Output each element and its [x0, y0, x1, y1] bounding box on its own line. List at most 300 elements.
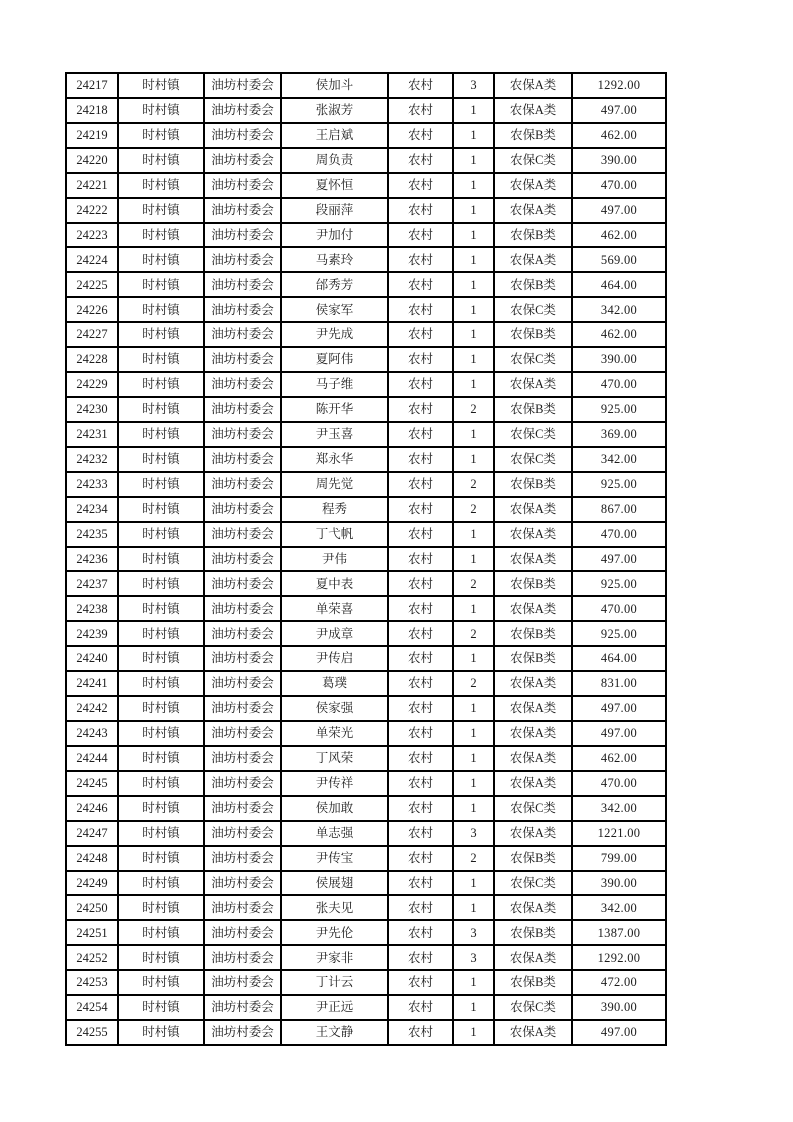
- cell-record-number: 24247: [66, 821, 118, 846]
- cell-person-count: 1: [453, 447, 494, 472]
- cell-person-name: 丁弋帆: [281, 522, 388, 547]
- cell-village-committee: 油坊村委会: [204, 173, 281, 198]
- cell-person-count: 1: [453, 895, 494, 920]
- cell-insurance-category: 农保B类: [494, 123, 572, 148]
- table-row: [66, 372, 666, 397]
- cell-insurance-category: 农保A类: [494, 198, 572, 223]
- cell-amount: 925.00: [572, 397, 666, 422]
- cell-insurance-category: 农保A类: [494, 522, 572, 547]
- cell-town: 时村镇: [118, 522, 204, 547]
- cell-person-name: 周先觉: [281, 472, 388, 497]
- table-row: [66, 970, 666, 995]
- cell-household-type: 农村: [388, 98, 453, 123]
- cell-town: 时村镇: [118, 472, 204, 497]
- cell-person-name: 侯家军: [281, 297, 388, 322]
- cell-household-type: 农村: [388, 297, 453, 322]
- cell-insurance-category: 农保B类: [494, 397, 572, 422]
- cell-person-count: 2: [453, 472, 494, 497]
- cell-person-count: 2: [453, 571, 494, 596]
- cell-insurance-category: 农保A类: [494, 945, 572, 970]
- cell-person-count: 1: [453, 646, 494, 671]
- cell-town: 时村镇: [118, 771, 204, 796]
- cell-record-number: 24229: [66, 372, 118, 397]
- cell-village-committee: 油坊村委会: [204, 472, 281, 497]
- cell-person-count: 1: [453, 347, 494, 372]
- cell-amount: 1387.00: [572, 920, 666, 945]
- cell-person-count: 2: [453, 397, 494, 422]
- cell-town: 时村镇: [118, 995, 204, 1020]
- cell-amount: 569.00: [572, 247, 666, 272]
- cell-insurance-category: 农保C类: [494, 995, 572, 1020]
- cell-person-name: 丁计云: [281, 970, 388, 995]
- cell-household-type: 农村: [388, 970, 453, 995]
- cell-insurance-category: 农保A类: [494, 821, 572, 846]
- cell-insurance-category: 农保A类: [494, 596, 572, 621]
- cell-town: 时村镇: [118, 671, 204, 696]
- cell-village-committee: 油坊村委会: [204, 247, 281, 272]
- cell-town: 时村镇: [118, 920, 204, 945]
- cell-person-name: 侯加斗: [281, 73, 388, 98]
- cell-amount: 470.00: [572, 771, 666, 796]
- cell-town: 时村镇: [118, 796, 204, 821]
- cell-person-count: 1: [453, 198, 494, 223]
- cell-person-name: 陈开华: [281, 397, 388, 422]
- cell-household-type: 农村: [388, 920, 453, 945]
- table-row: [66, 123, 666, 148]
- table-row: [66, 871, 666, 896]
- cell-person-count: 3: [453, 920, 494, 945]
- cell-insurance-category: 农保C类: [494, 422, 572, 447]
- cell-town: 时村镇: [118, 322, 204, 347]
- cell-village-committee: 油坊村委会: [204, 547, 281, 572]
- table-row: [66, 73, 666, 98]
- cell-household-type: 农村: [388, 721, 453, 746]
- cell-village-committee: 油坊村委会: [204, 895, 281, 920]
- cell-person-name: 夏阿伟: [281, 347, 388, 372]
- cell-village-committee: 油坊村委会: [204, 397, 281, 422]
- cell-village-committee: 油坊村委会: [204, 671, 281, 696]
- cell-person-name: 夏中表: [281, 571, 388, 596]
- cell-person-name: 尹传启: [281, 646, 388, 671]
- cell-record-number: 24246: [66, 796, 118, 821]
- table-row: [66, 621, 666, 646]
- cell-person-name: 侯加敢: [281, 796, 388, 821]
- cell-insurance-category: 农保C类: [494, 447, 572, 472]
- cell-person-name: 尹正远: [281, 995, 388, 1020]
- cell-record-number: 24254: [66, 995, 118, 1020]
- table-row: [66, 920, 666, 945]
- table-row: [66, 247, 666, 272]
- cell-amount: 925.00: [572, 621, 666, 646]
- cell-amount: 464.00: [572, 646, 666, 671]
- cell-household-type: 农村: [388, 945, 453, 970]
- cell-record-number: 24250: [66, 895, 118, 920]
- cell-household-type: 农村: [388, 272, 453, 297]
- table-row: [66, 98, 666, 123]
- table-row: [66, 297, 666, 322]
- cell-village-committee: 油坊村委会: [204, 322, 281, 347]
- cell-household-type: 农村: [388, 372, 453, 397]
- cell-village-committee: 油坊村委会: [204, 447, 281, 472]
- cell-household-type: 农村: [388, 995, 453, 1020]
- cell-household-type: 农村: [388, 322, 453, 347]
- cell-amount: 464.00: [572, 272, 666, 297]
- cell-amount: 342.00: [572, 796, 666, 821]
- cell-record-number: 24219: [66, 123, 118, 148]
- cell-record-number: 24249: [66, 871, 118, 896]
- cell-household-type: 农村: [388, 397, 453, 422]
- cell-record-number: 24243: [66, 721, 118, 746]
- cell-village-committee: 油坊村委会: [204, 1020, 281, 1045]
- cell-village-committee: 油坊村委会: [204, 297, 281, 322]
- cell-record-number: 24226: [66, 297, 118, 322]
- cell-village-committee: 油坊村委会: [204, 422, 281, 447]
- table-row: [66, 397, 666, 422]
- cell-town: 时村镇: [118, 372, 204, 397]
- cell-town: 时村镇: [118, 272, 204, 297]
- cell-record-number: 24255: [66, 1020, 118, 1045]
- table-row: [66, 771, 666, 796]
- table-row: [66, 447, 666, 472]
- cell-record-number: 24244: [66, 746, 118, 771]
- cell-amount: 462.00: [572, 322, 666, 347]
- cell-insurance-category: 农保B类: [494, 571, 572, 596]
- cell-record-number: 24223: [66, 223, 118, 248]
- cell-household-type: 农村: [388, 123, 453, 148]
- cell-household-type: 农村: [388, 1020, 453, 1045]
- cell-amount: 470.00: [572, 596, 666, 621]
- table-row: [66, 272, 666, 297]
- cell-household-type: 农村: [388, 871, 453, 896]
- cell-town: 时村镇: [118, 696, 204, 721]
- cell-amount: 342.00: [572, 895, 666, 920]
- cell-town: 时村镇: [118, 247, 204, 272]
- cell-insurance-category: 农保A类: [494, 1020, 572, 1045]
- cell-amount: 390.00: [572, 995, 666, 1020]
- cell-person-count: 1: [453, 98, 494, 123]
- cell-insurance-category: 农保B类: [494, 970, 572, 995]
- cell-insurance-category: 农保A类: [494, 771, 572, 796]
- cell-town: 时村镇: [118, 596, 204, 621]
- cell-household-type: 农村: [388, 447, 453, 472]
- cell-person-count: 1: [453, 272, 494, 297]
- cell-household-type: 农村: [388, 821, 453, 846]
- cell-village-committee: 油坊村委会: [204, 123, 281, 148]
- cell-record-number: 24228: [66, 347, 118, 372]
- table-row: [66, 1020, 666, 1045]
- cell-insurance-category: 农保A类: [494, 247, 572, 272]
- table-row: [66, 223, 666, 248]
- cell-insurance-category: 农保A类: [494, 547, 572, 572]
- table-row: [66, 995, 666, 1020]
- cell-household-type: 农村: [388, 198, 453, 223]
- cell-village-committee: 油坊村委会: [204, 945, 281, 970]
- cell-household-type: 农村: [388, 571, 453, 596]
- cell-town: 时村镇: [118, 198, 204, 223]
- cell-town: 时村镇: [118, 646, 204, 671]
- table-row: [66, 347, 666, 372]
- cell-household-type: 农村: [388, 522, 453, 547]
- cell-amount: 497.00: [572, 1020, 666, 1045]
- cell-village-committee: 油坊村委会: [204, 73, 281, 98]
- cell-insurance-category: 农保C类: [494, 297, 572, 322]
- cell-town: 时村镇: [118, 1020, 204, 1045]
- cell-village-committee: 油坊村委会: [204, 995, 281, 1020]
- cell-amount: 1292.00: [572, 73, 666, 98]
- cell-town: 时村镇: [118, 821, 204, 846]
- cell-person-count: 1: [453, 322, 494, 347]
- cell-insurance-category: 农保B类: [494, 272, 572, 297]
- cell-village-committee: 油坊村委会: [204, 721, 281, 746]
- cell-record-number: 24241: [66, 671, 118, 696]
- cell-record-number: 24240: [66, 646, 118, 671]
- table-row: [66, 796, 666, 821]
- cell-household-type: 农村: [388, 771, 453, 796]
- cell-insurance-category: 农保C类: [494, 347, 572, 372]
- cell-amount: 390.00: [572, 871, 666, 896]
- cell-town: 时村镇: [118, 347, 204, 372]
- cell-record-number: 24239: [66, 621, 118, 646]
- cell-amount: 497.00: [572, 98, 666, 123]
- cell-village-committee: 油坊村委会: [204, 621, 281, 646]
- cell-person-name: 单荣喜: [281, 596, 388, 621]
- cell-person-count: 1: [453, 372, 494, 397]
- cell-person-name: 马子维: [281, 372, 388, 397]
- cell-household-type: 农村: [388, 646, 453, 671]
- cell-town: 时村镇: [118, 73, 204, 98]
- cell-town: 时村镇: [118, 173, 204, 198]
- cell-record-number: 24252: [66, 945, 118, 970]
- cell-person-count: 1: [453, 247, 494, 272]
- table-row: [66, 671, 666, 696]
- cell-insurance-category: 农保A类: [494, 173, 572, 198]
- cell-village-committee: 油坊村委会: [204, 646, 281, 671]
- cell-person-count: 1: [453, 173, 494, 198]
- cell-amount: 462.00: [572, 223, 666, 248]
- cell-record-number: 24230: [66, 397, 118, 422]
- cell-household-type: 农村: [388, 596, 453, 621]
- cell-amount: 497.00: [572, 721, 666, 746]
- cell-town: 时村镇: [118, 895, 204, 920]
- cell-village-committee: 油坊村委会: [204, 746, 281, 771]
- cell-person-name: 尹玉喜: [281, 422, 388, 447]
- cell-town: 时村镇: [118, 447, 204, 472]
- cell-village-committee: 油坊村委会: [204, 970, 281, 995]
- cell-town: 时村镇: [118, 148, 204, 173]
- cell-amount: 369.00: [572, 422, 666, 447]
- cell-amount: 390.00: [572, 347, 666, 372]
- cell-insurance-category: 农保B类: [494, 223, 572, 248]
- cell-person-count: 2: [453, 497, 494, 522]
- cell-record-number: 24217: [66, 73, 118, 98]
- cell-person-name: 尹传祥: [281, 771, 388, 796]
- cell-town: 时村镇: [118, 721, 204, 746]
- cell-village-committee: 油坊村委会: [204, 272, 281, 297]
- cell-insurance-category: 农保C类: [494, 871, 572, 896]
- cell-person-count: 1: [453, 522, 494, 547]
- cell-record-number: 24218: [66, 98, 118, 123]
- cell-person-count: 1: [453, 422, 494, 447]
- cell-household-type: 农村: [388, 497, 453, 522]
- cell-record-number: 24237: [66, 571, 118, 596]
- cell-person-count: 1: [453, 796, 494, 821]
- cell-person-name: 段丽萍: [281, 198, 388, 223]
- cell-town: 时村镇: [118, 422, 204, 447]
- cell-town: 时村镇: [118, 497, 204, 522]
- cell-person-count: 1: [453, 771, 494, 796]
- cell-person-count: 1: [453, 547, 494, 572]
- cell-town: 时村镇: [118, 123, 204, 148]
- cell-village-committee: 油坊村委会: [204, 596, 281, 621]
- cell-amount: 925.00: [572, 571, 666, 596]
- cell-person-name: 尹传宝: [281, 846, 388, 871]
- cell-person-name: 侯展翅: [281, 871, 388, 896]
- cell-person-name: 单荣光: [281, 721, 388, 746]
- table-row: [66, 596, 666, 621]
- cell-amount: 470.00: [572, 173, 666, 198]
- cell-record-number: 24235: [66, 522, 118, 547]
- cell-household-type: 农村: [388, 696, 453, 721]
- cell-person-count: 1: [453, 970, 494, 995]
- cell-person-count: 1: [453, 1020, 494, 1045]
- cell-village-committee: 油坊村委会: [204, 696, 281, 721]
- cell-person-name: 尹家非: [281, 945, 388, 970]
- cell-amount: 497.00: [572, 696, 666, 721]
- cell-village-committee: 油坊村委会: [204, 148, 281, 173]
- cell-town: 时村镇: [118, 98, 204, 123]
- cell-amount: 799.00: [572, 846, 666, 871]
- cell-record-number: 24224: [66, 247, 118, 272]
- cell-town: 时村镇: [118, 223, 204, 248]
- cell-person-count: 1: [453, 696, 494, 721]
- cell-village-committee: 油坊村委会: [204, 771, 281, 796]
- cell-town: 时村镇: [118, 571, 204, 596]
- cell-record-number: 24231: [66, 422, 118, 447]
- cell-person-name: 夏怀恒: [281, 173, 388, 198]
- cell-person-count: 2: [453, 671, 494, 696]
- cell-amount: 867.00: [572, 497, 666, 522]
- cell-record-number: 24238: [66, 596, 118, 621]
- table-row: [66, 322, 666, 347]
- cell-town: 时村镇: [118, 846, 204, 871]
- cell-town: 时村镇: [118, 547, 204, 572]
- cell-person-name: 葛璞: [281, 671, 388, 696]
- cell-person-count: 3: [453, 821, 494, 846]
- cell-record-number: 24221: [66, 173, 118, 198]
- table-row: [66, 148, 666, 173]
- cell-household-type: 农村: [388, 746, 453, 771]
- cell-village-committee: 油坊村委会: [204, 372, 281, 397]
- cell-village-committee: 油坊村委会: [204, 871, 281, 896]
- cell-record-number: 24236: [66, 547, 118, 572]
- cell-person-count: 1: [453, 223, 494, 248]
- cell-household-type: 农村: [388, 895, 453, 920]
- cell-person-count: 1: [453, 297, 494, 322]
- cell-insurance-category: 农保C类: [494, 148, 572, 173]
- cell-amount: 497.00: [572, 547, 666, 572]
- table-row: [66, 846, 666, 871]
- cell-person-count: 2: [453, 846, 494, 871]
- cell-record-number: 24227: [66, 322, 118, 347]
- cell-household-type: 农村: [388, 621, 453, 646]
- cell-household-type: 农村: [388, 671, 453, 696]
- cell-insurance-category: 农保A类: [494, 721, 572, 746]
- cell-record-number: 24253: [66, 970, 118, 995]
- cell-person-count: 1: [453, 871, 494, 896]
- cell-record-number: 24232: [66, 447, 118, 472]
- cell-person-count: 1: [453, 123, 494, 148]
- table-row: [66, 646, 666, 671]
- pension-records-table: [65, 72, 667, 1046]
- cell-record-number: 24222: [66, 198, 118, 223]
- cell-person-name: 尹成章: [281, 621, 388, 646]
- table-row: [66, 547, 666, 572]
- cell-village-committee: 油坊村委会: [204, 846, 281, 871]
- cell-town: 时村镇: [118, 945, 204, 970]
- cell-insurance-category: 农保A类: [494, 696, 572, 721]
- cell-person-name: 程秀: [281, 497, 388, 522]
- cell-village-committee: 油坊村委会: [204, 571, 281, 596]
- cell-household-type: 农村: [388, 347, 453, 372]
- cell-insurance-category: 农保B类: [494, 846, 572, 871]
- cell-insurance-category: 农保A类: [494, 671, 572, 696]
- cell-person-name: 尹先成: [281, 322, 388, 347]
- cell-insurance-category: 农保B类: [494, 920, 572, 945]
- cell-person-count: 3: [453, 945, 494, 970]
- cell-person-count: 1: [453, 596, 494, 621]
- cell-household-type: 农村: [388, 472, 453, 497]
- cell-town: 时村镇: [118, 970, 204, 995]
- table-row: [66, 422, 666, 447]
- cell-record-number: 24251: [66, 920, 118, 945]
- cell-insurance-category: 农保C类: [494, 796, 572, 821]
- cell-amount: 1221.00: [572, 821, 666, 846]
- cell-insurance-category: 农保B类: [494, 322, 572, 347]
- table-row: [66, 198, 666, 223]
- table-row: [66, 173, 666, 198]
- cell-person-name: 张淑芳: [281, 98, 388, 123]
- table-row: [66, 497, 666, 522]
- cell-village-committee: 油坊村委会: [204, 223, 281, 248]
- cell-insurance-category: 农保B类: [494, 621, 572, 646]
- cell-amount: 390.00: [572, 148, 666, 173]
- cell-person-count: 2: [453, 621, 494, 646]
- cell-record-number: 24233: [66, 472, 118, 497]
- cell-person-name: 尹先伦: [281, 920, 388, 945]
- cell-amount: 1292.00: [572, 945, 666, 970]
- table-row: [66, 945, 666, 970]
- cell-town: 时村镇: [118, 621, 204, 646]
- cell-insurance-category: 农保A类: [494, 372, 572, 397]
- cell-record-number: 24245: [66, 771, 118, 796]
- cell-person-name: 邰秀芳: [281, 272, 388, 297]
- cell-amount: 470.00: [572, 372, 666, 397]
- cell-record-number: 24242: [66, 696, 118, 721]
- cell-person-name: 郑永华: [281, 447, 388, 472]
- cell-town: 时村镇: [118, 397, 204, 422]
- cell-amount: 462.00: [572, 746, 666, 771]
- table-row: [66, 746, 666, 771]
- cell-person-name: 尹加付: [281, 223, 388, 248]
- cell-amount: 472.00: [572, 970, 666, 995]
- cell-household-type: 农村: [388, 73, 453, 98]
- cell-person-count: 1: [453, 746, 494, 771]
- table-row: [66, 472, 666, 497]
- cell-village-committee: 油坊村委会: [204, 198, 281, 223]
- cell-amount: 470.00: [572, 522, 666, 547]
- cell-insurance-category: 农保A类: [494, 98, 572, 123]
- cell-record-number: 24220: [66, 148, 118, 173]
